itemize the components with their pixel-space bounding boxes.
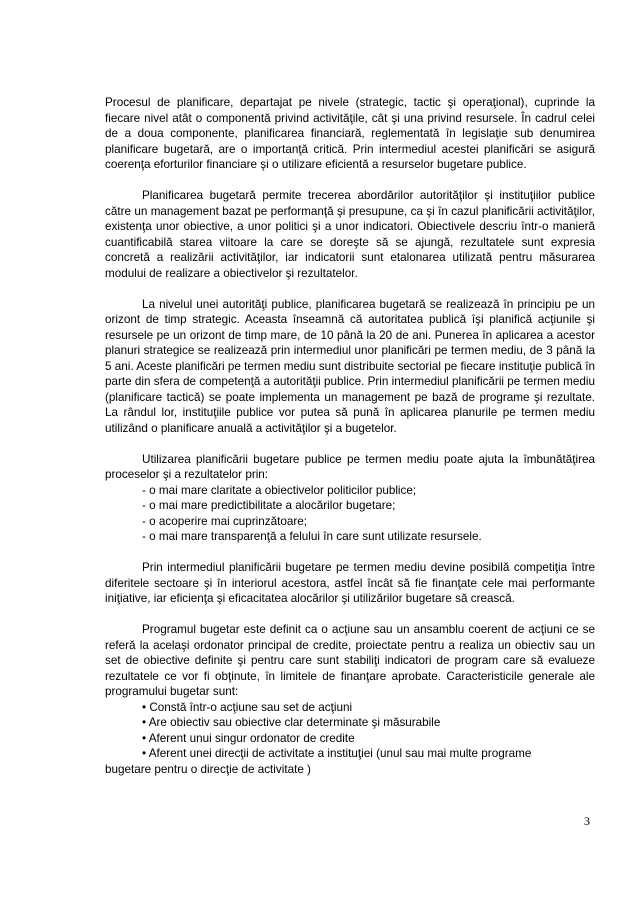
- paragraph-4: Utilizarea planificării bugetare publice pe termen mediu poate ajuta la îmbunătăţirea proceselor şi a rezultatelor prin:: [105, 452, 595, 481]
- list-item: - o acoperire mai cuprinzătoare;: [142, 514, 308, 528]
- paragraph-1: Procesul de planificare, departajat pe nivele (strategic, tactic şi operaţional), cuprinde la fiecare nivel atât o componentă privind activităţile, cât şi una privind resursele. În cadrul celei de a doua componente, planificarea financiară, reglementată în legislaţie sub denumirea planificare bugetară, are o importanţă critică. Prin intermediul acestei planificări se asigură coerenţa eforturilor financiare şi o utilizare eficientă a resurselor bugetare publice.: [105, 96, 595, 171]
- document-body: [105, 95, 595, 777]
- list-item: - o mai mare predictibilitate a alocărilor bugetare;: [142, 499, 396, 512]
- dash-list: [105, 483, 595, 545]
- list-item: • Are obiectiv sau obiective clar determinate şi măsurabile: [142, 716, 441, 729]
- list-item: • Constă într-o acţiune sau set de acţiuni: [142, 700, 353, 714]
- paragraph-3: La nivelul unei autorităţi publice, planificarea bugetară se realizează în principiu pe un orizont de timp strategic. Aceasta înseamnă că autoritatea publică îşi planifică acţiunile şi resursele pe un orizont de timp mare, de 10 până la 20 de ani. Punerea în aplicarea a acestor planuri strategice se realizează prin intermediul unor planificări pe termen mediu, de 3 până la 5 ani. Aceste planificări pe termen mediu sunt distribuite sectorial pe fiecare instituţie publică în parte din sfera de competenţă a autorităţii publice. Prin intermediul planificării pe termen mediu (planificare tactică) se poate implementa un management pe bază de programe şi rezultate. La rândul lor, instituţiile publice vor putea să pună în aplicarea planurile pe termen mediu utilizând o planificare anuală a activităţilor şi a bugetelor.: [105, 297, 595, 435]
- list-item: • Aferent unei direcţii de activitate a instituţiei (unul sau mai multe programe: [142, 747, 532, 760]
- paragraph-5: Prin intermediul planificării bugetare pe termen mediu devine posibilă competiţia între diferitele sectoare şi în interiorul acestora, astfel încât să fie finanţate cele mai performante iniţiative, iar eficienţa şi eficacitatea alocărilor şi utilizărilor bugetare să crească.: [105, 561, 595, 605]
- list-item: • Aferent unui singur ordonator de credite: [142, 731, 355, 745]
- list-item-continuation: bugetare pentru o direcţie de activitate ): [105, 762, 311, 776]
- list-item: - o mai mare claritate a obiectivelor politicilor publice;: [142, 483, 417, 497]
- paragraph-6: Programul bugetar este definit ca o acţiune sau un ansamblu coerent de acţiuni ce se referă la acelaşi ordonator principal de credite, proiectate pentru a realiza un obiectiv sau un set de obiective definite şi pentru care sunt stabiliţi indicatori de program care să evalueze rezultatele ce vor fi obţinute, în limitele de finanţare aprobate. Caracteristicile generale ale programului bugetar sunt:: [105, 623, 595, 698]
- bullet-list: [105, 700, 595, 778]
- list-item: - o mai mare transparenţă a felului în care sunt utilizate resursele.: [142, 530, 482, 543]
- page-number: 3: [584, 814, 590, 828]
- paragraph-2: Planificarea bugetară permite trecerea abordărilor autorităţilor şi instituţiilor publice către un management bazat pe performanţă şi presupune, ca şi în cazul planificării activităţilor, existenţa unor obiective, a unor politici şi a unor indicatori. Obiectivele descriu într-o manieră cuantificabilă starea viitoare la care se doreşte să se ajungă, rezultatele sunt expresia concretă a realizării activităţilor, iar indicatorii sunt etalonarea utilizată pentru măsurarea modului de realizare a obiectivelor şi rezultatelor.: [105, 189, 595, 280]
